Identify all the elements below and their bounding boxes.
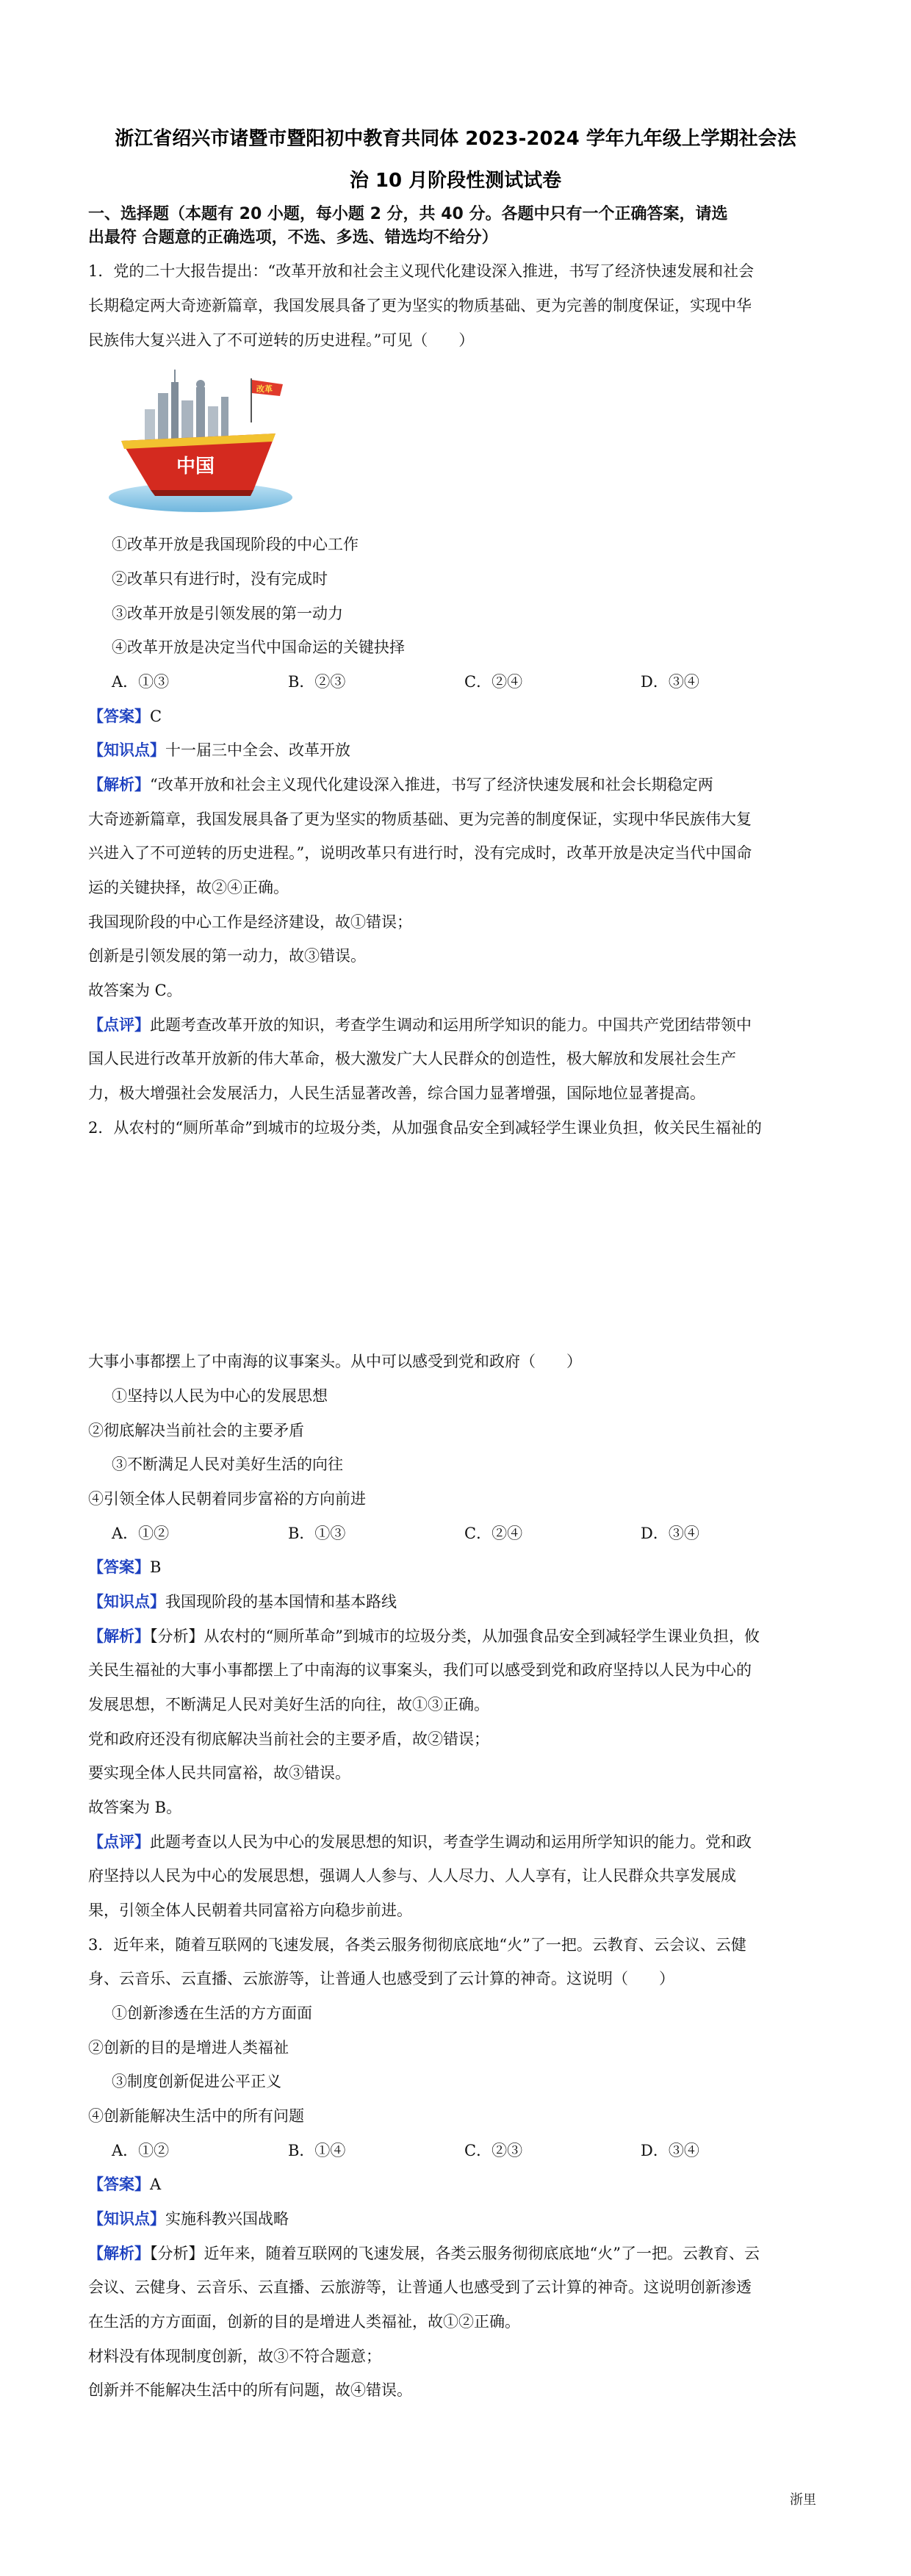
q2-answer	[88, 1556, 830, 1578]
q2-knowledge-value: 我国现阶段的基本国情和基本路线	[165, 1593, 397, 1611]
section-heading-line2: 出最符 合题意的正确选项，不选、多选、错选均不给分）	[88, 229, 498, 247]
comment-tag: 【点评】	[88, 1015, 150, 1034]
q1-comment-line3: 力，极大增强社会发展活力，人民生活显著改善，综合国力显著增强，国际地位显著提高。	[88, 1084, 705, 1102]
q3-answer	[88, 2173, 830, 2195]
q2-comment-line2: 府坚持以人民为中心的发展思想，强调人人参与、人人尽力、人人享有，让人民群众共享发展成	[88, 1867, 736, 1885]
q3-statement-3: ③制度创新促进公平正义	[112, 2073, 281, 2090]
q2-stem-line2: 大事小事都摆上了中南海的议事案头。从中可以感受到党和政府（ ）	[88, 1353, 582, 1370]
q1-analysis-line6: 创新是引领发展的第一动力，故③错误。	[88, 947, 366, 965]
section-heading-line1: 一、选择题（本题有 20 小题，每小题 2 分，共 40 分。各题中只有一个正确答案，请选	[88, 205, 728, 223]
q3-option-d: D．③④	[641, 2142, 699, 2159]
q2-analysis-line6: 故答案为 B。	[88, 1799, 182, 1816]
answer-tag: 【答案】	[88, 2175, 150, 2193]
q3-stem-line2: 身、云音乐、云直播、云旅游等，让普通人也感受到了云计算的神奇。这说明（ ）	[88, 1970, 674, 1987]
q2-statement-1: ①坚持以人民为中心的发展思想	[112, 1387, 328, 1405]
q2-statement-3: ③不断满足人民对美好生活的向往	[112, 1456, 343, 1473]
q1-comment-line2: 国人民进行改革开放新的伟大革命，极大激发广大人民群众的创造性，极大解放和发展社会生产	[88, 1050, 736, 1068]
q1-knowledge	[88, 739, 830, 761]
answer-tag: 【答案】	[88, 707, 150, 725]
q2-analysis-line2: 关民生福祉的大事小事都摆上了中南海的议事案头，我们可以感受到党和政府坚持以人民为中心的	[88, 1661, 752, 1679]
q2-analysis-text-1: 【分析】从农村的“厕所革命”到城市的垃圾分类，从加强食品安全到减轻学生课业负担，攸	[150, 1627, 760, 1645]
china-ship-illustration	[107, 364, 294, 514]
q2-analysis-line3: 发展思想，不断满足人民对美好生活的向往，故①③正确。	[88, 1696, 489, 1713]
q2-analysis-line5: 要实现全体人民共同富裕，故③错误。	[88, 1764, 350, 1782]
q2-option-b: B．①③	[288, 1525, 346, 1542]
q1-answer	[88, 705, 830, 727]
comment-tag: 【点评】	[88, 1832, 150, 1851]
document-title-line1: 浙江省绍兴市诸暨市暨阳初中教育共同体 2023-2024 学年九年级上学期社会法	[115, 128, 796, 150]
q1-stem-line2: 长期稳定两大奇迹新篇章，我国发展具备了更为坚实的物质基础、更为完善的制度保证，实现中华	[88, 297, 752, 314]
flag-label: 改革	[256, 384, 273, 394]
q1-option-c: C．②④	[464, 673, 523, 691]
q3-knowledge	[88, 2208, 830, 2230]
analysis-tag: 【解析】	[88, 775, 150, 794]
q1-option-a: A．①③	[112, 673, 170, 691]
q1-comment-line1	[88, 1014, 830, 1036]
q1-knowledge-value: 十一届三中全会、改革开放	[165, 741, 350, 759]
q3-knowledge-value: 实施科教兴国战略	[165, 2210, 289, 2228]
q3-option-b: B．①④	[288, 2142, 346, 2159]
q1-comment-text-1: 此题考查改革开放的知识，考查学生调动和运用所学知识的能力。中国共产党团结带领中	[150, 1016, 752, 1034]
q3-answer-value: A	[150, 2176, 162, 2193]
knowledge-tag: 【知识点】	[88, 2209, 165, 2228]
q2-analysis-line4: 党和政府还没有彻底解决当前社会的主要矛盾，故②错误；	[88, 1730, 489, 1748]
ship-hull-label: 中国	[176, 456, 215, 478]
q1-stem-line3: 民族伟大复兴进入了不可逆转的历史进程。”可见（ ）	[88, 331, 475, 349]
q1-analysis-line3: 兴进入了不可逆转的历史进程。”，说明改革只有进行时，没有完成时，改革开放是决定当代中国命	[88, 844, 752, 862]
q3-analysis-line4: 材料没有体现制度创新，故③不符合题意；	[88, 2347, 381, 2365]
q3-option-c: C．②③	[464, 2142, 523, 2159]
analysis-tag: 【解析】	[88, 2244, 150, 2262]
q1-statement-1: ①改革开放是我国现阶段的中心工作	[112, 536, 359, 553]
q1-analysis-text-1: “改革开放和社会主义现代化建设深入推进，书写了经济快速发展和社会长期稳定两	[150, 776, 713, 794]
q2-option-d: D．③④	[641, 1525, 699, 1542]
q3-statement-2: ②创新的目的是增进人类福祉	[88, 2039, 289, 2057]
q2-statement-2: ②彻底解决当前社会的主要矛盾	[88, 1422, 304, 1439]
city-skyline	[145, 370, 228, 445]
q3-option-a: A．①②	[112, 2142, 170, 2159]
q3-analysis-line2: 会议、云健身、云音乐、云直播、云旅游等，让普通人也感受到了云计算的神奇。这说明创新渗透	[88, 2278, 752, 2296]
q3-analysis-line3: 在生活的方方面面，创新的目的是增进人类福祉，故①②正确。	[88, 2313, 520, 2331]
q2-comment-line3: 果，引领全体人民朝着共同富裕方向稳步前进。	[88, 1902, 412, 1919]
q1-option-d: D．③④	[641, 673, 699, 691]
q1-stem-line1: 1．党的二十大报告提出：“改革开放和社会主义现代化建设深入推进，书写了经济快速发展和社会	[88, 262, 755, 280]
q2-option-c: C．②④	[464, 1525, 523, 1542]
q1-analysis-line5: 我国现阶段的中心工作是经济建设，故①错误；	[88, 913, 412, 931]
q1-analysis-line4: 运的关键抉择，故②④正确。	[88, 879, 289, 896]
q1-statement-2: ②改革只有进行时，没有完成时	[112, 570, 328, 588]
q3-statement-4: ④创新能解决生活中的所有问题	[88, 2107, 304, 2125]
q2-knowledge	[88, 1591, 830, 1613]
q2-option-a: A．①②	[112, 1525, 170, 1542]
q2-statement-4: ④引领全体人民朝着同步富裕的方向前进	[88, 1490, 366, 1508]
q1-statement-3: ③改革开放是引领发展的第一动力	[112, 605, 343, 622]
q2-comment-line1	[88, 1831, 830, 1853]
page-footer: 浙里	[790, 2492, 816, 2508]
analysis-tag: 【解析】	[88, 1627, 150, 1645]
q1-option-b: B．②③	[288, 673, 346, 691]
q3-analysis-text-1: 【分析】近年来，随着互联网的飞速发展，各类云服务彻彻底底地“火”了一把。云教育、云	[150, 2245, 760, 2262]
q3-statement-1: ①创新渗透在生活的方方面面	[112, 2004, 312, 2022]
q3-stem-line1: 3．近年来，随着互联网的飞速发展，各类云服务彻彻底底地“火”了一把。云教育、云会议、云健	[88, 1936, 746, 1954]
q1-analysis-line7: 故答案为 C。	[88, 982, 182, 999]
q3-analysis-line1	[88, 2242, 830, 2264]
answer-tag: 【答案】	[88, 1558, 150, 1576]
knowledge-tag: 【知识点】	[88, 1592, 165, 1611]
q2-stem-line1: 2．从农村的“厕所革命”到城市的垃圾分类，从加强食品安全到减轻学生课业负担，攸关民生福祉的	[88, 1119, 762, 1137]
q1-statement-4: ④改革开放是决定当代中国命运的关键抉择	[112, 638, 405, 656]
q1-analysis-line1	[88, 774, 830, 796]
q2-comment-text-1: 此题考查以人民为中心的发展思想的知识，考查学生调动和运用所学知识的能力。党和政	[150, 1833, 752, 1851]
knowledge-tag: 【知识点】	[88, 741, 165, 759]
q2-analysis-line1	[88, 1625, 830, 1647]
document-title-line2: 治 10 月阶段性测试试卷	[349, 170, 562, 192]
q1-answer-value: C	[150, 708, 162, 725]
q3-analysis-line5: 创新并不能解决生活中的所有问题，故④错误。	[88, 2381, 412, 2399]
q1-analysis-line2: 大奇迹新篇章，我国发展具备了更为坚实的物质基础、更为完善的制度保证，实现中华民族伟大复	[88, 810, 752, 828]
q2-answer-value: B	[150, 1558, 162, 1576]
